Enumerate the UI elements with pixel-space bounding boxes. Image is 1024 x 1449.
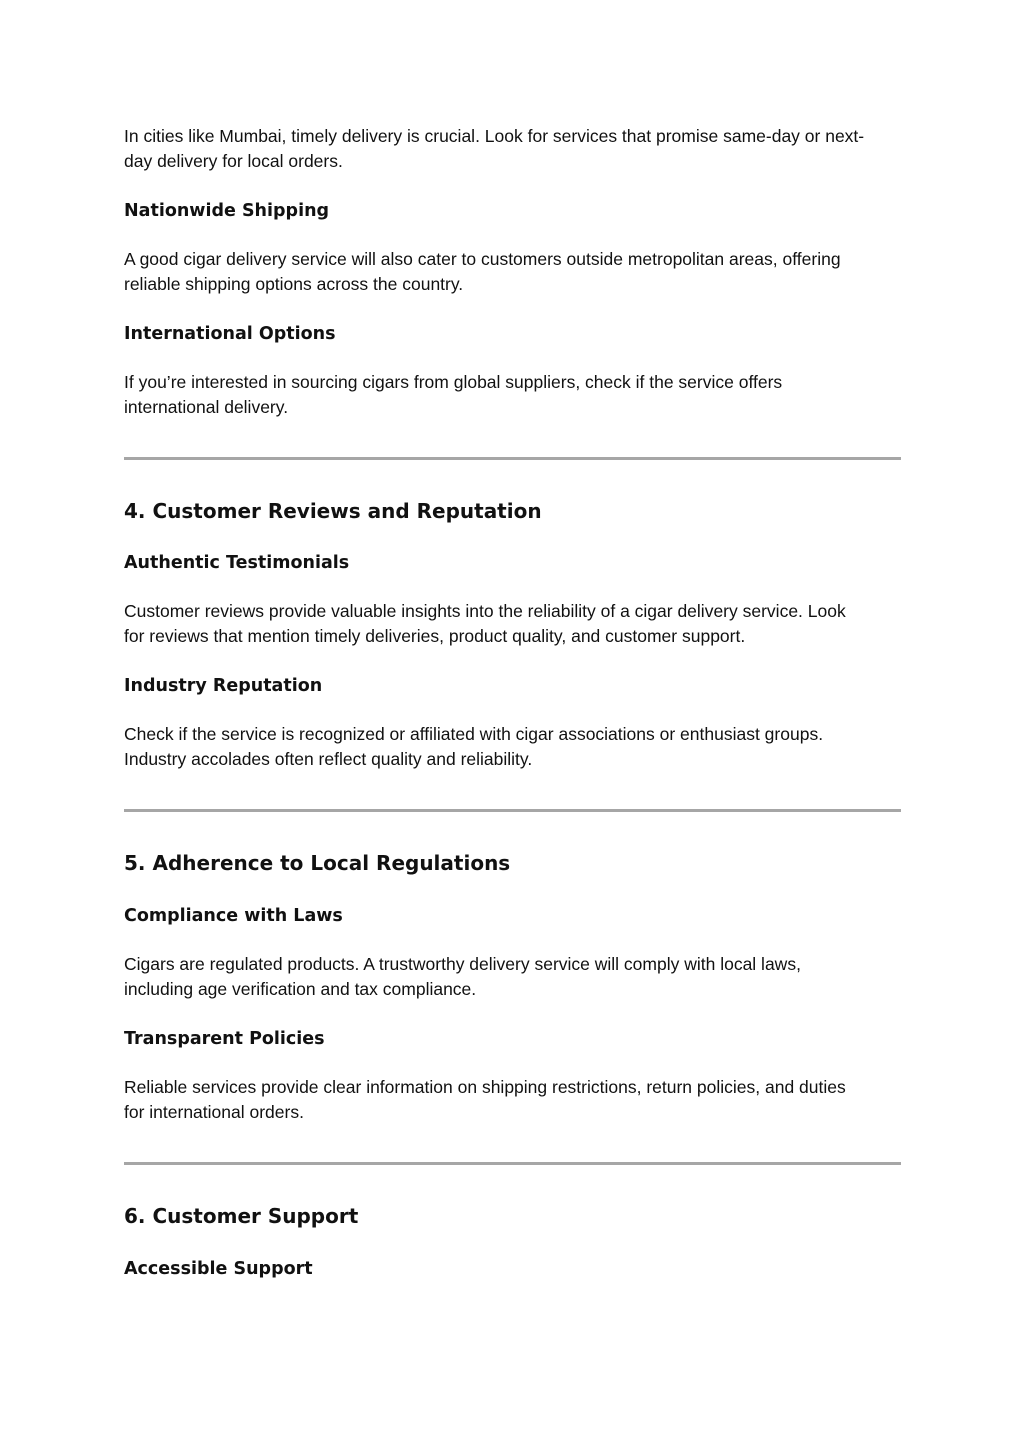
section-divider [124,809,901,812]
section-5-title: 5. Adherence to Local Regulations [124,851,511,875]
section-6-title: 6. Customer Support [124,1204,359,1228]
transparent-policies-heading: Transparent Policies [124,1029,325,1049]
compliance-with-laws-paragraph: Cigars are regulated products. A trustworthy delivery service will comply with local laws, including age verification and tax compliance. [124,954,801,999]
section-divider [124,1162,901,1165]
document-page [124,124,901,1281]
intro-paragraph: In cities like Mumbai, timely delivery is crucial. Look for services that promise same-day or next-day delivery for local orders. [124,126,865,171]
section-4-title: 4. Customer Reviews and Reputation [124,499,542,523]
international-options-paragraph: If you’re interested in sourcing cigars from global suppliers, check if the service offers international delivery. [124,372,783,417]
nationwide-shipping-heading: Nationwide Shipping [124,201,330,221]
industry-reputation-heading: Industry Reputation [124,676,323,696]
transparent-policies-paragraph: Reliable services provide clear information on shipping restrictions, return policies, and duties for international orders. [124,1077,846,1122]
authentic-testimonials-heading: Authentic Testimonials [124,553,350,573]
authentic-testimonials-paragraph: Customer reviews provide valuable insights into the reliability of a cigar delivery service. Look for reviews that mention timely deliveries, product quality, and customer support. [124,601,846,646]
accessible-support-heading: Accessible Support [124,1259,313,1279]
nationwide-shipping-paragraph: A good cigar delivery service will also cater to customers outside metropolitan areas, offering reliable shipping options across the country. [124,249,841,294]
international-options-heading: International Options [124,324,336,344]
section-divider [124,457,901,460]
compliance-with-laws-heading: Compliance with Laws [124,906,343,926]
industry-reputation-paragraph: Check if the service is recognized or affiliated with cigar associations or enthusiast groups. Industry accolades often reflect quality and reliability. [124,724,824,769]
